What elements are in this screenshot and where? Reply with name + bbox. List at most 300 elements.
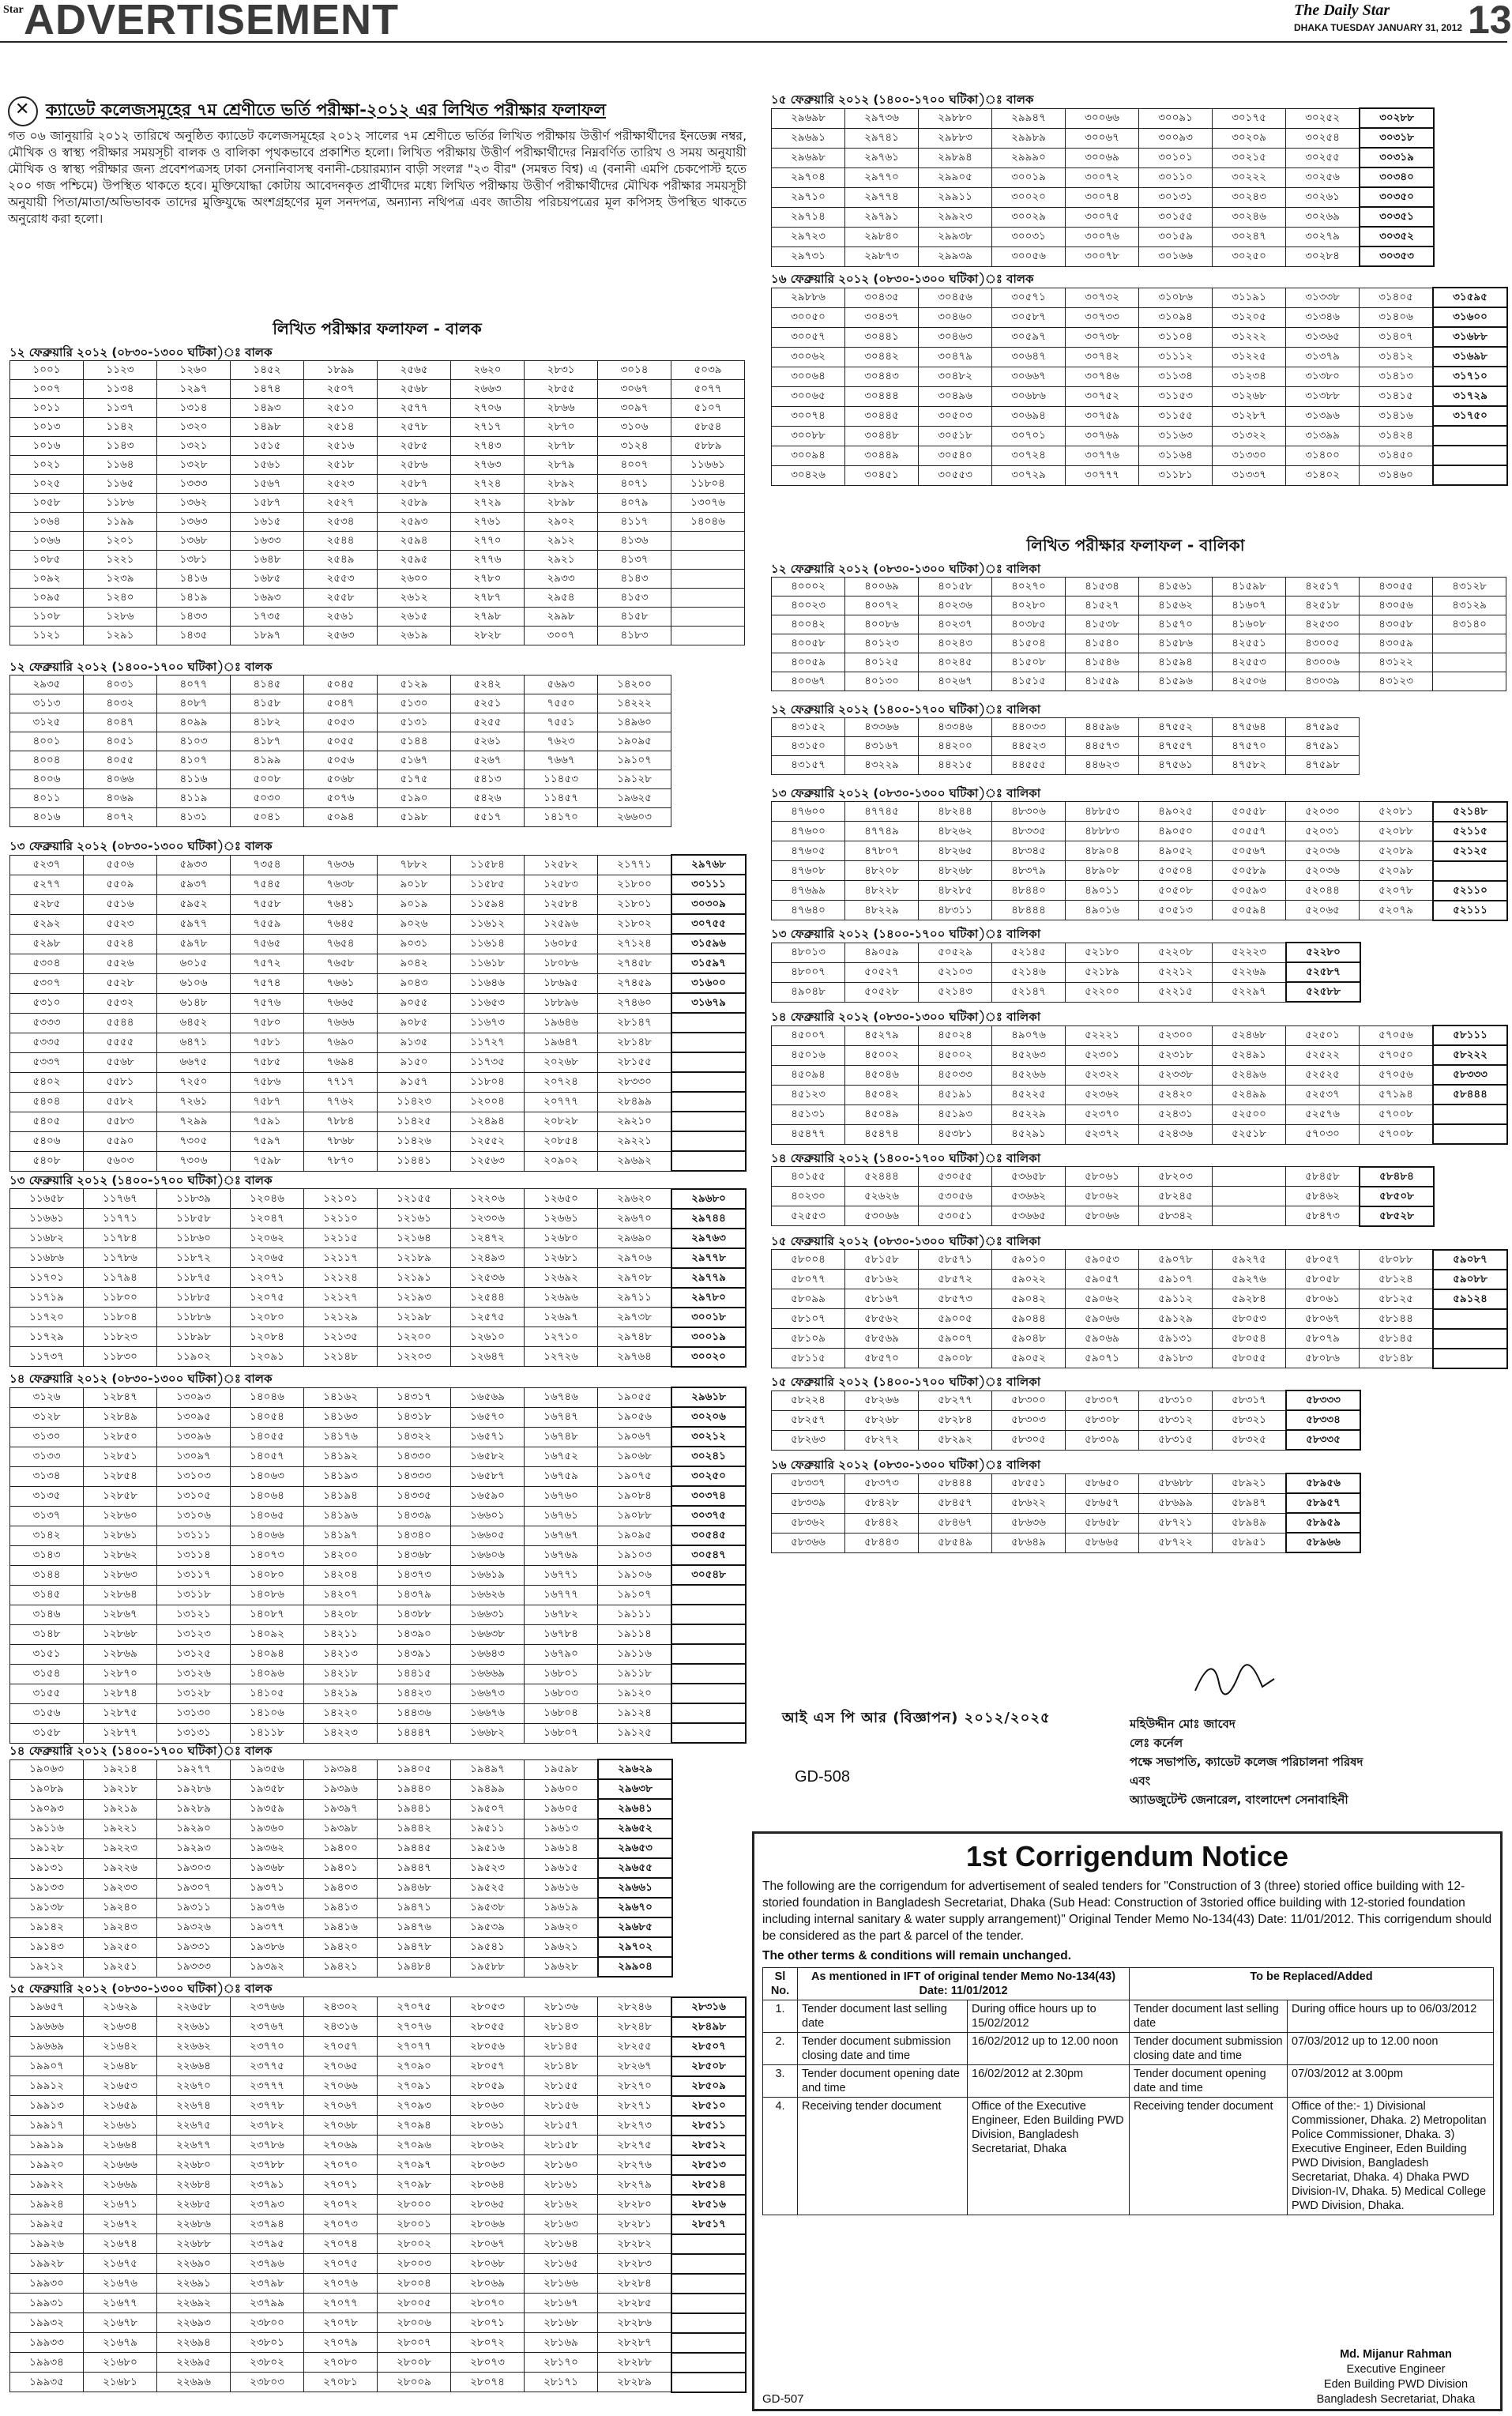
index-number-cell: ৩০৭৫২ [1066, 386, 1139, 406]
index-number-cell: ৫২২০০ [1066, 982, 1139, 1002]
index-number-cell: ১২৫৩৬ [451, 1268, 525, 1288]
index-number-cell: ১২৮৬ [84, 608, 157, 627]
table-row [10, 1327, 747, 1347]
index-number-cell: ৪৩১৪০ [1433, 615, 1506, 634]
corrigendum-cell-sl: 3. [763, 2065, 798, 2098]
index-number-cell: ১৩৬২ [157, 494, 231, 513]
section-caption: ১৪ ফেব্রুয়ারি ২০১২ (১৪০০-১৭০০ ঘটিকা)ঃ বালক [9, 1744, 273, 1759]
index-number-cell: ৩০৭৩২ [1066, 288, 1139, 307]
index-number-cell: ৭৭১৭ [304, 1072, 378, 1092]
index-number-cell [671, 1033, 746, 1052]
index-number-cell: ৪১৮২ [231, 713, 304, 732]
index-number-cell: ১৪১০৬ [231, 1703, 304, 1723]
index-number-cell: ১৯৪২০ [304, 1937, 378, 1957]
table-row [772, 822, 1508, 841]
index-number-cell: ৫০৭৭ [671, 380, 745, 399]
index-number-cell: ৫২১৮০ [1066, 943, 1139, 962]
index-number-cell: ৫২৫৩৭ [1286, 1085, 1360, 1105]
index-number-cell: ৩০৭৭৬ [1066, 446, 1139, 465]
table-row [772, 1124, 1508, 1144]
index-number-cell: ৭২৬১ [157, 1092, 231, 1112]
table-row [10, 1506, 747, 1526]
index-number-cell: ২১৮০১ [598, 894, 672, 914]
index-number-cell: ২৩৭৯৮ [231, 2274, 304, 2294]
index-number-cell: ৯১৫০ [378, 1052, 451, 1072]
index-number-cell: ১৯৩৫৯ [231, 1799, 304, 1819]
index-number-cell: ৫৮৪৪২ [845, 1513, 919, 1533]
index-number-cell: ২৫৯৪ [378, 532, 451, 551]
section-caption: ১২ ফেব্রুয়ারি ২০১২ (১৪০০-১৭০০ ঘটিকা)ঃ বালক [9, 660, 273, 674]
index-number-cell: ১৬৭৮২ [525, 1605, 598, 1624]
index-number-cell [671, 2333, 746, 2353]
index-number-cell: ১৪৩৫ [157, 627, 231, 645]
index-number-cell: ৭৮৭০ [304, 1151, 378, 1171]
index-number-cell: ১৪০৪৬ [231, 1387, 304, 1407]
index-number-cell: ৯০৪২ [378, 954, 451, 973]
index-number-cell: ৫৯৩৩ [157, 855, 231, 875]
index-number-cell: ৩০৬৮৬ [992, 386, 1066, 406]
index-number-cell: ৩১৩৩ [10, 1447, 84, 1466]
index-number-cell: ১৯০৯৩ [10, 1799, 84, 1819]
index-number-cell: ২৩৭৮২ [231, 2116, 304, 2136]
signer-place: Bangladesh Secretariat, Dhaka [1316, 2393, 1476, 2406]
index-number-cell: ১৯১২৪ [598, 1703, 672, 1723]
index-number-cell: ২৮৫০৯ [671, 2076, 746, 2096]
index-number-cell [1213, 1206, 1286, 1226]
index-number-cell: ১২৮৫৪ [84, 1466, 157, 1486]
index-number-cell: ১৯৫৩৮ [451, 1898, 525, 1917]
index-number-cell [671, 1052, 746, 1072]
index-number-cell: ৪৮৯০৮ [1066, 861, 1139, 881]
index-number-cell: ১২২০৬ [451, 1189, 525, 1209]
index-number-cell: ১৬৫৬৯ [451, 1387, 525, 1407]
index-number-cell: ১৪৩৩০ [378, 1447, 451, 1466]
index-number-cell: ৭৬৬৫ [304, 993, 378, 1013]
index-number-cell: ১৯৪৮৪ [378, 1957, 451, 1977]
index-number-cell: ৩১৩৮৮ [1286, 386, 1360, 406]
index-number-cell: ২৯৭০৬ [598, 1248, 672, 1268]
index-number-cell: ৪০০৬ [10, 770, 84, 789]
index-number-cell: ৭৫৫৯ [231, 914, 304, 934]
index-number-cell: ১১৬৪ [84, 456, 157, 475]
index-number-cell: ১৫৬১ [231, 456, 304, 475]
table-row [10, 1684, 747, 1703]
index-number-cell: ২৯২২১ [598, 1131, 672, 1151]
index-number-cell: ৪০২৩৬ [919, 596, 992, 615]
signatory-details [1130, 1714, 1363, 1809]
index-number-cell [671, 1684, 746, 1703]
table-row [10, 2195, 747, 2215]
index-number-cell: ১২৮৬৪ [84, 1585, 157, 1605]
index-number-cell: ২৯৯৩৮ [919, 227, 992, 246]
table-row [772, 1206, 1435, 1226]
index-number-cell: ১৪৩৭৩ [378, 1565, 451, 1585]
index-number-cell: ২৭০৭১ [304, 2175, 378, 2195]
corrigendum-cell-new-item: Tender document submission closing date and time [1130, 2033, 1288, 2065]
index-number-cell: ৪৮২০৮ [845, 861, 919, 881]
index-number-cell: ৭৫৯১ [231, 1112, 304, 1131]
index-number-cell: ৩০০৫০ [772, 307, 845, 327]
corrigendum-cell-item: Tender document opening date and time [798, 2065, 968, 2098]
index-number-cell: ২৪৩০২ [304, 1997, 378, 2017]
notice-heading [8, 96, 747, 228]
index-number-cell: ১৪৯৮ [231, 418, 304, 437]
index-number-cell: ৪১৫২৭ [1066, 596, 1139, 615]
index-number-cell: ৩১৫৪ [10, 1664, 84, 1684]
index-number-cell: ২৯৬৭০ [598, 1209, 672, 1229]
index-number-cell: ৫৮০৬২ [1066, 1187, 1139, 1206]
index-number-cell: ১৩১১৭ [157, 1565, 231, 1585]
index-number-cell: ৪৪৫৫৫ [992, 756, 1066, 775]
index-number-cell: ৫৮৬৩৬ [992, 1513, 1066, 1533]
result-table [771, 1390, 1361, 1451]
index-number-cell: ৫৮৩১০ [1139, 1391, 1213, 1410]
table-row [10, 1033, 747, 1052]
index-number-cell: ১৩১২৩ [157, 1624, 231, 1644]
index-number-cell: ১৪০৫৪ [231, 1407, 304, 1427]
index-number-cell: ১৪৩১৭ [378, 1387, 451, 1407]
index-number-cell: ২৭৪৫৮ [598, 954, 672, 973]
index-number-cell: ৪৮৪৪০ [992, 881, 1066, 901]
index-number-cell: ১৯২৪৩ [84, 1917, 157, 1937]
index-number-cell: ২০২৬৮ [525, 1052, 598, 1072]
index-number-cell: ৫৮৪২৮ [845, 1493, 919, 1513]
index-number-cell: ৩১৬৮৮ [1433, 327, 1507, 347]
index-number-cell: ১৯৯৩০ [10, 2274, 84, 2294]
index-number-cell [671, 1644, 746, 1664]
corrigendum-cell-new-val: During office hours up to 06/03/2012 [1288, 2000, 1494, 2033]
index-number-cell: ১২৫৬৩ [451, 1151, 525, 1171]
index-number-cell: ৪০১৫৫ [772, 1167, 845, 1187]
index-number-cell: ৫৯৭৮ [157, 934, 231, 954]
index-number-cell: ৪১৫৯৪ [1139, 653, 1213, 672]
index-number-cell: ১৪৩২২ [378, 1427, 451, 1447]
index-number-cell: ১৯৪০৫ [378, 1759, 451, 1779]
index-number-cell: ৪৭৬৯৯ [772, 881, 845, 901]
index-number-cell: ৫৮৯৫৯ [1286, 1513, 1360, 1533]
index-number-cell: ৫২১৪৭ [992, 982, 1066, 1002]
index-number-cell: ৫০৫৯৪ [1213, 901, 1286, 920]
index-number-cell: ১৬৭৫২ [525, 1447, 598, 1466]
index-number-cell: ১৯৪৯৭ [451, 1759, 525, 1779]
index-number-cell: ৫৪০৮ [10, 1151, 84, 1171]
index-number-cell: ৩০৩৭৫ [671, 1506, 746, 1526]
index-number-cell: ২৮৫১৩ [671, 2155, 746, 2175]
index-number-cell: ৩০০৭৬ [1066, 227, 1139, 246]
index-number-cell: ১৬৬০৫ [451, 1526, 525, 1545]
signatory-line3: অ্যাডজুটেন্ট জেনারেল, বাংলাদেশ সেনাবাহিনী [1130, 1793, 1348, 1807]
index-number-cell: ১৯৯৩৩ [10, 2333, 84, 2353]
index-number-cell: ৪০২৬৭ [919, 672, 992, 691]
index-number-cell: ৪১৫৭০ [1139, 615, 1213, 634]
index-number-cell: ১২০৯১ [231, 1347, 304, 1367]
result-table [9, 360, 745, 645]
index-number-cell: ১৭৩৫ [231, 608, 304, 627]
index-number-cell: ১৯০৯৫ [598, 1526, 672, 1545]
index-number-cell: ২৮৫১১ [671, 2116, 746, 2136]
index-number-cell: ১৯২২৬ [84, 1858, 157, 1878]
index-number-cell: ৩১৪৬ [10, 1605, 84, 1624]
index-number-cell: ১৯৩৩৩ [157, 1957, 231, 1977]
index-number-cell: ৩০২১৫ [1213, 148, 1286, 167]
signature-block [782, 1659, 1493, 1817]
index-number-cell: ১৪৩৬৮ [378, 1545, 451, 1565]
index-number-cell: ৩০৬৪৭ [992, 347, 1066, 367]
table-row [772, 756, 1360, 775]
index-number-cell [671, 1723, 746, 1743]
index-number-cell: ১১৭২০ [10, 1308, 84, 1327]
index-number-cell [671, 532, 745, 551]
index-number-cell: ৫৪০৬ [10, 1131, 84, 1151]
index-number-cell: ৪০৩৮৫ [992, 615, 1066, 634]
index-number-cell: ১০৫৮ [10, 494, 84, 513]
index-number-cell: ৪৩১২৯ [1433, 596, 1506, 615]
index-number-cell: ২৯৭৬৮ [671, 855, 746, 875]
index-number-cell: ৪০৩১ [84, 676, 157, 694]
index-number-cell: ৫৮৩০৮ [1066, 1410, 1139, 1430]
index-number-cell: ২১৬৭৭ [84, 2294, 157, 2313]
index-number-cell: ৩০৭৩৩ [1066, 307, 1139, 327]
index-number-cell: ৫২৪৯৬ [1213, 1065, 1286, 1085]
index-number-cell: ১৪০৬৪ [231, 1486, 304, 1506]
index-number-cell: ৫০৬৮ [304, 770, 378, 789]
index-number-cell: ২৮০০৭ [378, 2333, 451, 2353]
index-number-cell: ৩১৪০৭ [1360, 327, 1434, 347]
index-number-cell: ৬৪৭১ [157, 1033, 231, 1052]
result-section [771, 702, 1498, 775]
index-number-cell: ৩১৭২৯ [1433, 386, 1507, 406]
result-table [9, 1759, 673, 1978]
index-number-cell: ২৭০৯৭ [378, 2155, 451, 2175]
index-number-cell: ৫২৬১ [451, 732, 525, 751]
index-number-cell: ৫২৩১৮ [1139, 1045, 1213, 1065]
index-number-cell: ২৮১৬৩ [525, 2215, 598, 2234]
index-number-cell: ৩০০৭৪ [772, 406, 845, 426]
index-number-cell: ২৭৯৮ [451, 608, 525, 627]
index-number-cell: ৫০৫১৩ [1139, 901, 1213, 920]
index-number-cell: ৪৯০৫২ [1139, 841, 1213, 861]
index-number-cell: ৫২৪২০ [1139, 1085, 1213, 1105]
index-number-cell: ১১৬৭৩ [451, 1013, 525, 1033]
table-row [10, 1545, 747, 1565]
index-number-cell: ২৮৪৯৯ [598, 1092, 672, 1112]
index-number-cell: ৫৪১৩ [451, 770, 525, 789]
table-row [10, 475, 745, 494]
index-number-cell: ৩০৪৮২ [919, 367, 992, 386]
table-row [772, 1329, 1508, 1349]
index-number-cell: ২৮৫১৪ [671, 2175, 746, 2195]
index-number-cell [671, 1605, 746, 1624]
index-number-cell: ৪৩০৫৫ [1360, 578, 1433, 596]
index-number-cell: ৫৫১৭ [451, 808, 525, 827]
corrigendum-notice [752, 1831, 1503, 2411]
index-number-cell: ৫৯০৪৮ [992, 1329, 1066, 1349]
index-number-cell: ২১৮০২ [598, 914, 672, 934]
index-number-cell: ১০৯২ [10, 570, 84, 589]
index-number-cell: ৭২৯৯ [157, 1112, 231, 1131]
index-number-cell: ৪৫২২৫ [992, 1085, 1066, 1105]
index-number-cell: ২৮০০৯ [378, 2373, 451, 2392]
index-number-cell: ৩০৭৩৮ [1066, 327, 1139, 347]
index-number-cell: ২৫৫৮ [304, 589, 378, 608]
index-number-cell: ১৯১৩৩ [10, 1878, 84, 1898]
index-number-cell: ২৩৮০৩ [231, 2373, 304, 2392]
index-number-cell: ২৫৬৮ [378, 380, 451, 399]
index-number-cell: ১৯১০৩ [598, 1545, 672, 1565]
index-number-cell: ১৪৩৩৫ [378, 1486, 451, 1506]
index-number-cell: ৫৮৩১৫ [1139, 1430, 1213, 1450]
index-number-cell: ২৭০৬৫ [304, 2057, 378, 2076]
index-number-cell: ৬০১৫ [157, 954, 231, 973]
index-number-cell: ১৪৩৮৮ [378, 1605, 451, 1624]
index-number-cell: ৪৩২২৯ [845, 756, 919, 775]
index-number-cell: ৫৮০৭৯ [1286, 1329, 1360, 1349]
index-number-cell: ৫৩৩৫ [10, 1033, 84, 1052]
index-number-cell: ৪৫৪৭৪ [845, 1124, 919, 1144]
index-number-cell [1433, 1329, 1507, 1349]
index-number-cell: ২৭০৬৮ [304, 2116, 378, 2136]
index-number-cell: ২৮১৫৬ [525, 2096, 598, 2116]
index-number-cell: ২৯৭৭৪ [845, 187, 919, 207]
index-number-cell: ১৬৬৪৩ [451, 1644, 525, 1664]
index-number-cell: ১১৭০১ [10, 1268, 84, 1288]
index-number-cell: ৩১৫৯৬ [671, 934, 746, 954]
index-number-cell: ৪৮৩৭৯ [992, 861, 1066, 881]
index-number-cell: ২৮০০১ [378, 2215, 451, 2234]
index-number-cell: ৫৮১৪৮ [1360, 1349, 1434, 1368]
index-number-cell: ২৮০৫৫ [451, 2017, 525, 2037]
table-row [10, 1248, 747, 1268]
index-number-cell: ১২৮৬২ [84, 1545, 157, 1565]
index-number-cell: ২৮০০০ [378, 2195, 451, 2215]
index-number-cell: ১২৮৭৪ [84, 1684, 157, 1703]
index-number-cell: ২৩৭৭০ [231, 2037, 304, 2057]
index-number-cell: ১৪১৬৩ [304, 1407, 378, 1427]
table-row [10, 2333, 747, 2353]
index-number-cell: ৩০০৭২ [1066, 167, 1139, 187]
index-number-cell: ২৮০৫৬ [451, 2037, 525, 2057]
index-number-cell: ৩১৩০ [10, 1427, 84, 1447]
index-number-cell: ২৯৭১০ [772, 187, 845, 207]
table-row [10, 855, 747, 875]
index-number-cell: ১৯৯২৫ [10, 2215, 84, 2234]
index-number-cell: ৫৫৯০ [84, 1131, 157, 1151]
index-number-cell: ৯০৮৫ [378, 1013, 451, 1033]
index-number-cell: ৩০০৬৯ [1066, 148, 1139, 167]
index-number-cell: ৫২৫৫ [451, 713, 525, 732]
table-row [10, 1407, 747, 1427]
signatory-line2: এবং [1130, 1774, 1151, 1788]
index-number-cell: ৭৫৮৬ [231, 1072, 304, 1092]
table-row [772, 406, 1508, 426]
index-number-cell: ১২৭২৬ [525, 1347, 598, 1367]
index-number-cell: ১১৬১৮ [451, 954, 525, 973]
index-number-cell: ১৮৯৯ [304, 361, 378, 380]
index-number-cell: ৫৮১১১ [1433, 1025, 1507, 1045]
index-number-cell: ১৪২২০ [304, 1703, 378, 1723]
index-number-cell: ৪৩৩৬৬ [845, 718, 919, 737]
index-number-cell: ২২৬৮৬ [157, 2215, 231, 2234]
index-number-cell: ১১৭৩৭ [10, 1347, 84, 1367]
index-number-cell: ১৩১০৬ [157, 1506, 231, 1526]
index-number-cell: ১৯৬৫৭ [10, 1997, 84, 2017]
index-number-cell: ২১৬৬৯ [84, 2175, 157, 2195]
corrigendum-cell-new-val: 07/03/2012 at 3.00pm [1288, 2065, 1494, 2098]
index-number-cell: ৩০২৫২ [1286, 108, 1360, 128]
index-number-cell: ২৫৭৭ [378, 399, 451, 418]
index-number-cell: ১৪০৬৬ [231, 1526, 304, 1545]
index-number-cell: ১৯০৯৫ [598, 732, 671, 751]
index-number-cell: ৫৯০৬২ [1066, 1289, 1139, 1309]
index-number-cell: ২৯৯০৪ [598, 1957, 672, 1977]
index-number-cell: ৫২৩৬২ [1066, 1085, 1139, 1105]
table-row [772, 1349, 1508, 1368]
table-row [10, 380, 745, 399]
index-number-cell: ১৩১২৫ [157, 1644, 231, 1664]
index-number-cell: ১১৮৬ [84, 494, 157, 513]
dateline: DHAKA TUESDAY JANUARY 31, 2012 [1294, 22, 1462, 33]
index-number-cell: ১৯৯৩১ [10, 2294, 84, 2313]
index-number-cell: ২৩৭৬৭ [231, 2017, 304, 2037]
index-number-cell: ৫৯০০৫ [919, 1309, 992, 1329]
index-number-cell: ৪০৬৯ [84, 789, 157, 808]
table-row [10, 2155, 747, 2175]
index-number-cell: ৪৫১৩১ [772, 1105, 845, 1124]
index-number-cell: ৫৯০১০ [992, 1250, 1066, 1270]
index-number-cell: ৩১৩৯৬ [1286, 406, 1360, 426]
index-number-cell: ৩১১০৪ [1139, 327, 1213, 347]
index-number-cell: ১৯২১২ [10, 1957, 84, 1977]
index-number-cell: ৫৮০৯৯ [772, 1289, 845, 1309]
index-number-cell: ১৪০৬৩ [231, 1466, 304, 1486]
index-number-cell: ৫৮৩০৩ [992, 1410, 1066, 1430]
index-number-cell: ১৬৭৭৭ [525, 1585, 598, 1605]
index-number-cell: ৪৭৫৬৪ [1213, 718, 1286, 737]
index-number-cell: ১৯২২১ [84, 1819, 157, 1838]
index-number-cell: ২৭০৬৬ [304, 2076, 378, 2096]
index-number-cell [1433, 634, 1506, 653]
index-number-cell: ১৬১৫ [231, 513, 304, 532]
index-number-cell: ২৫২৭ [304, 494, 378, 513]
index-number-cell: ১৩০৯৩ [157, 1387, 231, 1407]
index-number-cell: ৪৫২৬৬ [992, 1065, 1066, 1085]
index-number-cell: ৩০২৫৪ [1286, 128, 1360, 148]
table-row [10, 1151, 747, 1171]
index-number-cell: ৪১০৭ [157, 751, 231, 770]
index-number-cell: ৪৯০৫৯ [845, 943, 919, 962]
index-number-cell: ২৮৩১৬ [671, 1997, 746, 2017]
index-number-cell: ১৪১৯৩ [304, 1466, 378, 1486]
index-number-cell: ৫০৪১ [231, 808, 304, 827]
index-number-cell: ৩১৪২৪ [1360, 426, 1434, 446]
index-number-cell: ৪৩০০৬ [1286, 653, 1360, 672]
index-number-cell: ২৮০৬৯ [451, 2274, 525, 2294]
table-row [772, 1309, 1508, 1329]
result-section [771, 92, 1498, 267]
index-number-cell: ২৮১৬৭ [525, 2294, 598, 2313]
index-number-cell: ২৮০০৪ [378, 2274, 451, 2294]
section-caption: ১৪ ফেব্রুয়ারি ২০১২ (০৮৩০-১৩০০ ঘটিকা)ঃ বালক [9, 1372, 273, 1387]
table-row [10, 2274, 747, 2294]
index-number-cell: ১১৮৯৮ [157, 1327, 231, 1347]
index-number-cell: ১৯২১৪ [84, 1759, 157, 1779]
index-number-cell: ৪৮৩১১ [919, 901, 992, 920]
index-number-cell: ৪৭৭৪৯ [845, 822, 919, 841]
index-number-cell: ২৮২৮ [451, 627, 525, 645]
index-number-cell: ৫০৫২৭ [845, 962, 919, 982]
index-number-cell: ৪০০৪ [10, 751, 84, 770]
index-number-cell: ২৮১৫৭ [525, 2116, 598, 2136]
